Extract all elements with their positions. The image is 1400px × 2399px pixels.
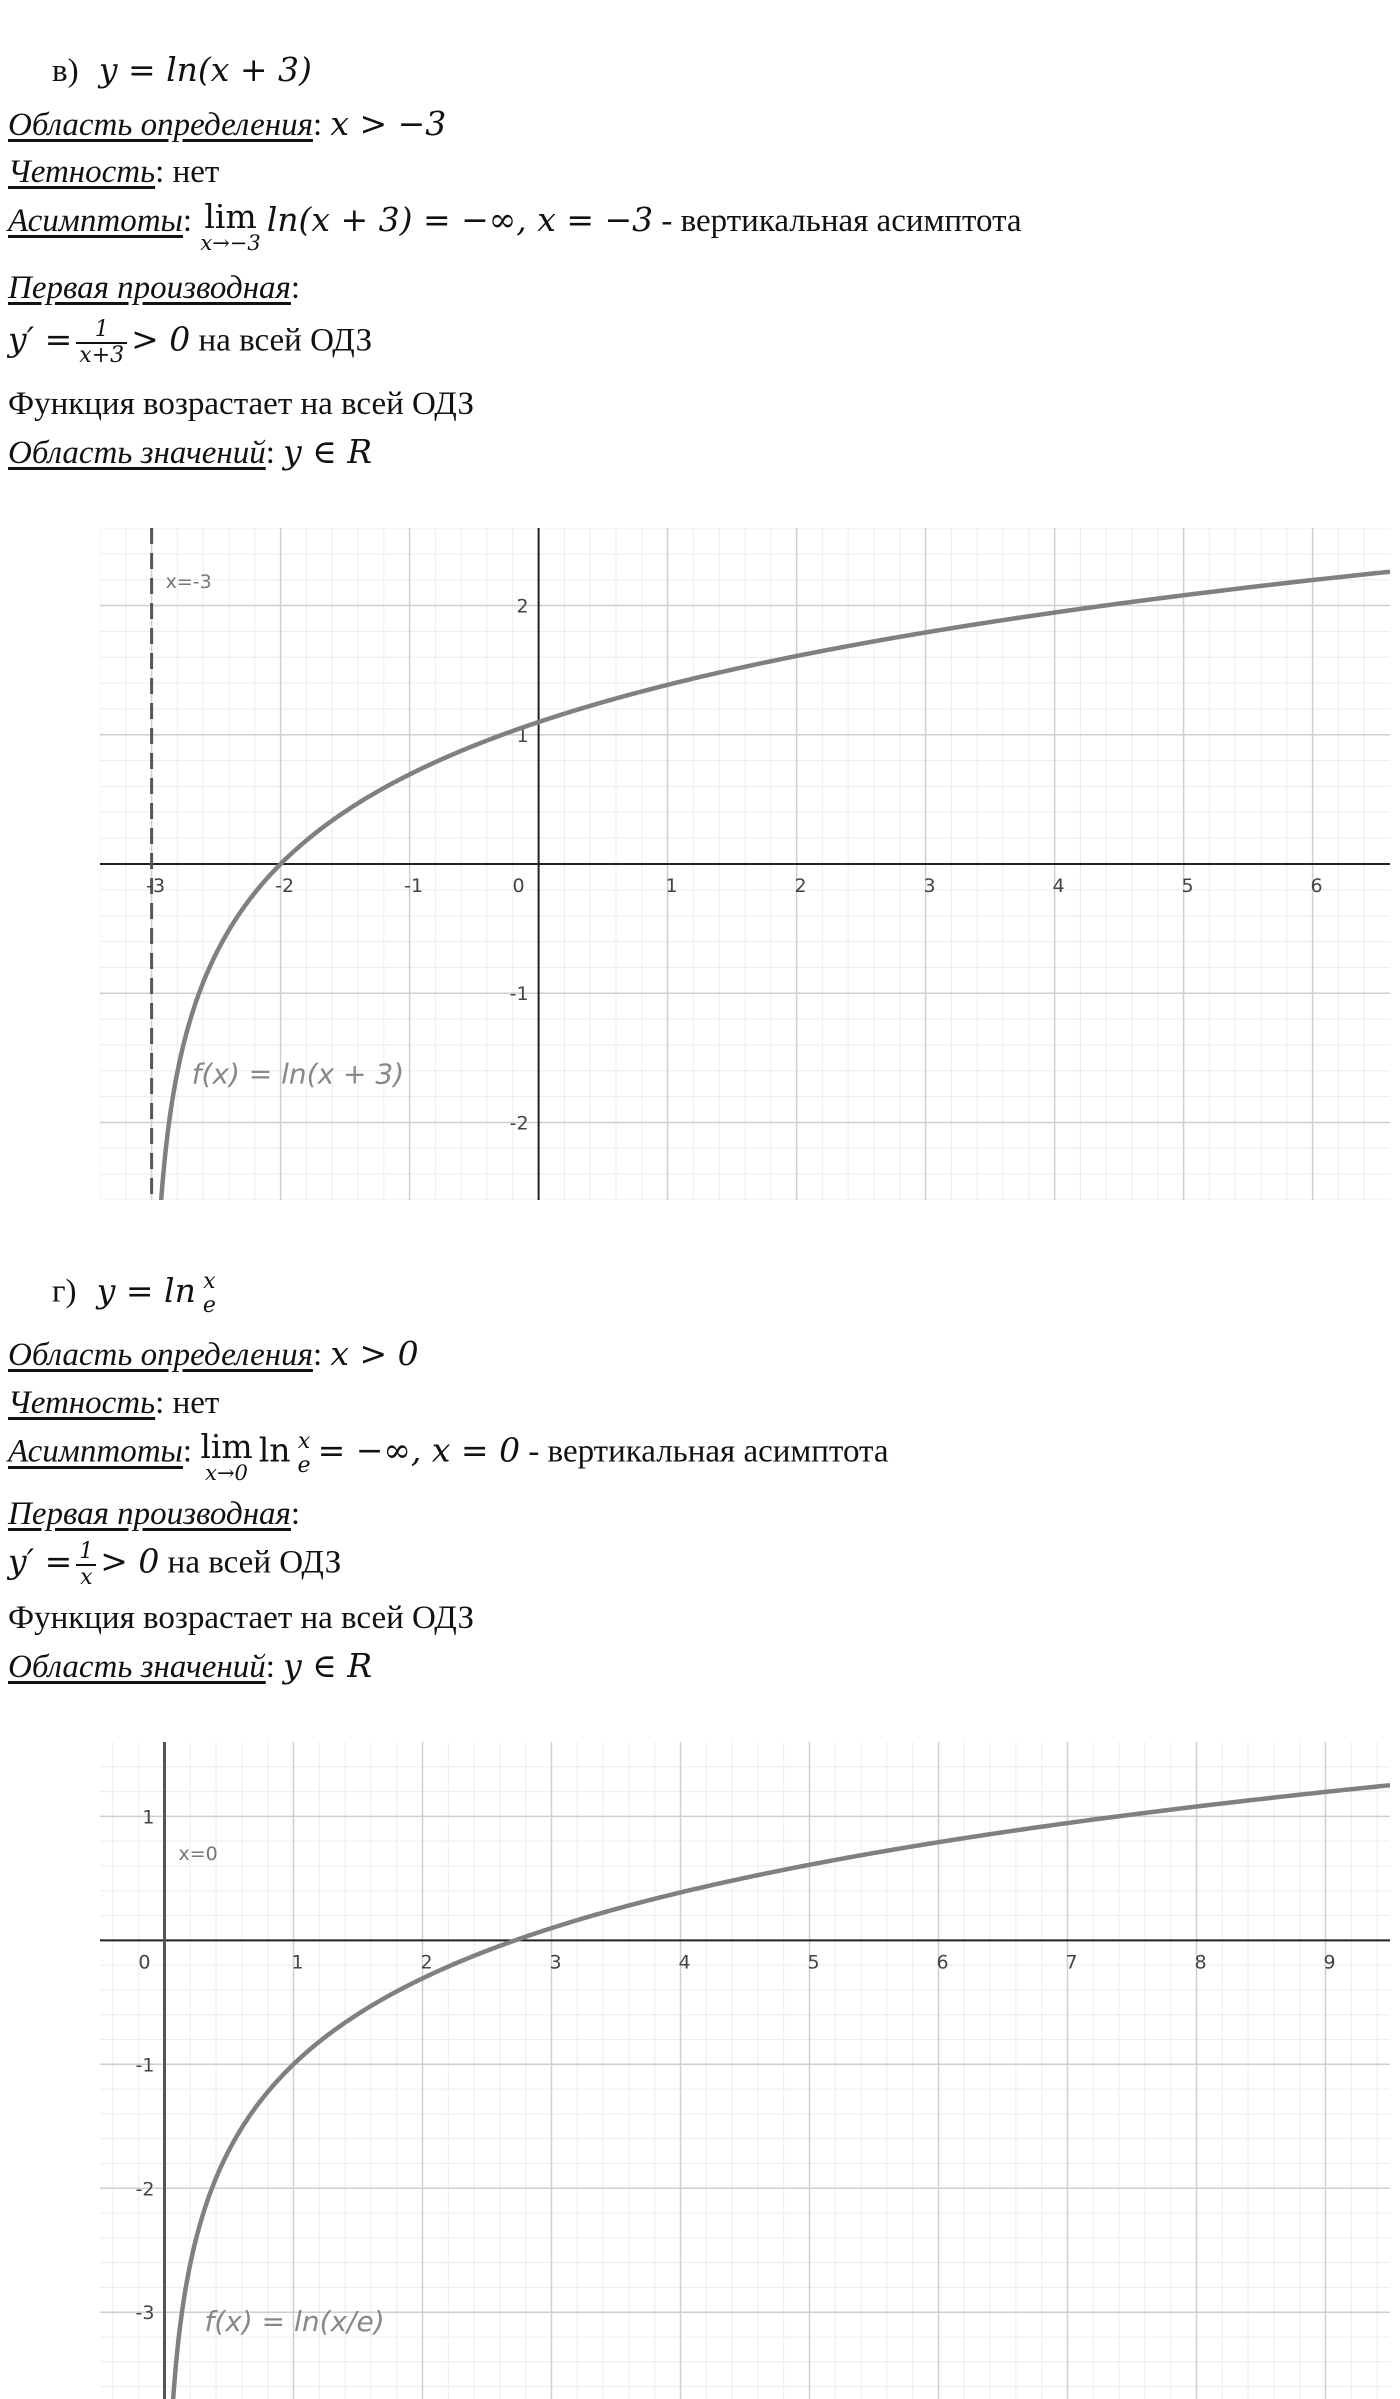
fraction-denominator: x [80,1565,93,1590]
section-g-letter: г) [52,1273,77,1310]
section-v-domain: Область определения: x > −3 [8,104,447,143]
asymptote-text: - вертикальная асимптота [653,203,1022,239]
y-tick-label: -2 [509,1112,529,1135]
fraction-denominator: e [202,1293,216,1318]
section-g-domain: Область определения: x > 0 [8,1334,419,1373]
fraction-denominator: x+3 [79,343,125,368]
asymptote-label: x=0 [178,1842,218,1865]
section-g-fraction [200,1270,219,1318]
fraction-denominator: e [297,1453,311,1478]
asymptote-fraction [295,1430,314,1478]
fraction-numerator: x [297,1429,311,1454]
derivative-lhs: y′ = [8,319,73,359]
section-g-parity: Четность: нет [8,1385,220,1421]
function-curve [159,572,1390,1200]
x-tick-label: -1 [404,875,424,897]
range-value: y ∈ R [283,1646,373,1685]
section-v-derivative-label: Первая производная: [8,270,301,306]
range-label: Область значений [8,435,266,471]
section-g-formula: y = ln [96,1270,196,1310]
derivative-lhs: y′ = [8,1541,73,1581]
asymptote-ln: ln [258,1430,291,1470]
section-g-derivative [8,1540,341,1590]
x-tick-label: 0 [138,1951,151,1974]
major-grid [100,1742,1390,2399]
x-tick-label: 6 [1310,875,1323,897]
y-tick-label: 1 [516,724,529,747]
x-tick-label: 0 [512,875,525,897]
y-tick-label: -1 [509,983,529,1006]
section-v-asymptote: Асимптоты: lim x→−3 ln(x + 3) = −∞, x = −3 - вертикальная асимптота [8,197,1022,255]
section-v-derivative [8,318,372,368]
x-tick-label: 8 [1194,1951,1207,1974]
parity-value: нет [172,154,220,190]
derivative-text: на всей ОДЗ [159,1544,342,1581]
section-v-monotonic [8,384,474,424]
section-v-range: Область значений: y ∈ R [8,432,373,471]
fraction-numerator: x [203,1269,216,1294]
asymptote-label: x=-3 [165,571,212,593]
x-tick-label: 6 [936,1951,949,1974]
y-tick-label: 1 [142,1806,155,1829]
x-tick-label: 3 [549,1951,562,1974]
monotonic-text: Функция возрастает на всей ОДЗ [8,386,475,422]
derivative-rhs: > 0 [100,1541,160,1581]
section-v-letter: в) [52,53,79,89]
x-tick-label: 1 [291,1951,304,1974]
lim-subscript: x→0 [205,1461,248,1485]
limit-operator [200,1427,253,1485]
graph-ln-x-plus-3 [100,528,1390,1200]
domain-value: x > −3 [330,104,447,143]
section-g-title [52,1270,223,1318]
section-g-monotonic [8,1598,474,1638]
asymptote-label: Асимптоты [8,203,183,239]
derivative-label: Первая производная [8,1496,291,1532]
derivative-label: Первая производная [8,270,291,306]
parity-label: Четность [8,154,156,190]
x-tick-label: 5 [807,1951,820,1974]
section-g-asymptote: Асимптоты: lim x→0 ln x e = −∞, x = 0 - вертикальная асимптота [8,1427,889,1485]
y-tick-label: 2 [516,595,529,618]
domain-label: Область определения [8,107,313,143]
y-tick-label: -2 [135,2178,155,2201]
x-tick-label: 3 [923,875,936,897]
x-tick-label: 2 [794,875,807,897]
domain-label: Область определения [8,1337,313,1373]
x-tick-label: 1 [665,875,678,897]
section-v-parity: Четность: нет [8,154,220,190]
asymptote-expression: = −∞, x = 0 [317,1430,521,1470]
x-tick-label: -2 [275,875,295,897]
section-v-title [52,50,312,91]
x-tick-label: 5 [1181,875,1194,897]
derivative-text: на всей ОДЗ [190,322,373,359]
lim-word: lim [204,197,257,236]
lim-word: lim [200,1427,253,1466]
x-tick-label: 4 [678,1951,691,1974]
section-g-range: Область значений: y ∈ R [8,1646,373,1685]
function-legend: f(x) = ln(x/e) [204,2304,385,2338]
parity-value: нет [172,1385,220,1421]
y-tick-label: -3 [135,2302,155,2325]
x-tick-label: 2 [420,1951,433,1974]
function-legend: f(x) = ln(x + 3) [191,1057,405,1091]
lim-subscript: x→−3 [200,231,261,255]
asymptote-text: - вертикальная асимптота [520,1433,889,1470]
range-value: y ∈ R [283,432,373,471]
monotonic-text: Функция возрастает на всей ОДЗ [8,1600,475,1636]
domain-value: x > 0 [330,1334,419,1373]
fraction-numerator: 1 [76,318,127,344]
derivative-rhs: > 0 [131,319,191,359]
derivative-fraction [76,318,127,368]
asymptote-expression: ln(x + 3) = −∞, x = −3 [266,200,654,239]
range-label: Область значений [8,1649,266,1685]
limit-operator [200,197,261,255]
section-g-derivative-label: Первая производная: [8,1496,301,1532]
y-tick-label: -1 [135,2054,155,2077]
asymptote-label: Асимптоты [8,1433,183,1470]
fraction-numerator: 1 [76,1540,96,1566]
graph-ln-x-over-e [100,1742,1390,2399]
derivative-fraction [76,1540,96,1590]
x-tick-label: 9 [1323,1951,1336,1974]
x-tick-label: -3 [146,875,166,897]
section-v-formula: y = ln(x + 3) [98,50,312,89]
x-tick-label: 7 [1065,1951,1078,1974]
x-tick-label: 4 [1052,875,1065,897]
parity-label: Четность [8,1385,156,1421]
